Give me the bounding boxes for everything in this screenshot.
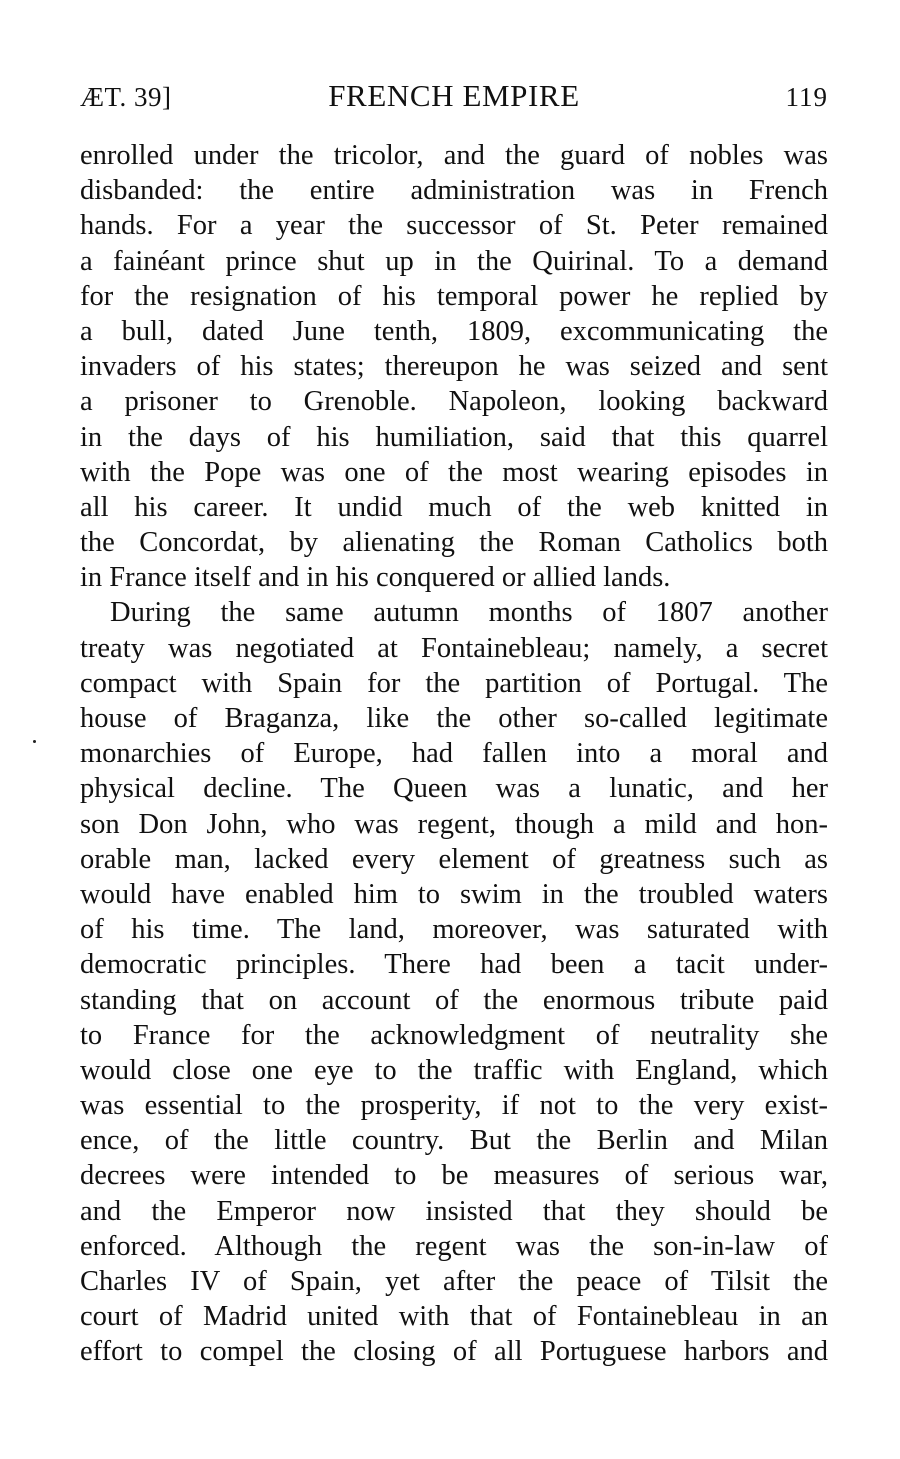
- text-line: house of Braganza, like the other so-called legitimate: [80, 703, 828, 734]
- text-line: son Don John, who was regent, though a mild and hon-: [80, 808, 828, 840]
- text-line: standing that on account of the enormous tribute paid: [80, 984, 828, 1016]
- text-line: in the days of his humiliation, said that this quarrel: [80, 421, 828, 453]
- running-head: [80, 78, 828, 118]
- text-line: was essential to the prosperity, if not to the very exist-: [80, 1090, 828, 1122]
- text-line: hands. For a year the successor of St. Peter remained: [80, 210, 828, 242]
- body-text: [80, 138, 828, 1370]
- text-line: orable man, lacked every element of greatness such as: [80, 843, 828, 875]
- text-line: monarchies of Europe, had fallen into a moral and: [80, 738, 828, 770]
- text-line: a bull, dated June tenth, 1809, excommunicating the: [80, 315, 828, 347]
- text-line: all his career. It undid much of the web knitted in: [80, 491, 828, 523]
- running-head-age: ÆT. 39]: [80, 82, 172, 112]
- text-line: Charles IV of Spain, yet after the peace of Tilsit the: [80, 1266, 828, 1297]
- text-line: effort to compel the closing of all Portuguese harbors and: [80, 1336, 828, 1368]
- text-line: enforced. Although the regent was the son-in-law of: [80, 1230, 828, 1262]
- text-line-paragraph-start: During the same autumn months of 1807 another: [110, 597, 828, 629]
- text-line: a prisoner to Grenoble. Napoleon, looking backward: [80, 386, 828, 418]
- text-line: a fainéant prince shut up in the Quirinal. To a demand: [80, 245, 828, 277]
- text-line: to France for the acknowledgment of neutrality she: [80, 1019, 828, 1051]
- text-line: and the Emperor now insisted that they should be: [80, 1195, 828, 1227]
- running-head-title: FRENCH EMPIRE: [328, 78, 580, 113]
- page-number: 119: [785, 82, 828, 112]
- text-line: the Concordat, by alienating the Roman Catholics both: [80, 527, 828, 559]
- text-line: of his time. The land, moreover, was saturated with: [80, 914, 828, 946]
- text-line: treaty was negotiated at Fontainebleau; namely, a secret: [80, 632, 828, 664]
- text-line: court of Madrid united with that of Fontainebleau in an: [80, 1301, 828, 1333]
- text-line: with the Pope was one of the most wearing episodes in: [80, 456, 828, 488]
- text-line: compact with Spain for the partition of Portugal. The: [80, 667, 828, 699]
- text-line: for the resignation of his temporal power he replied by: [80, 280, 828, 312]
- text-line: enrolled under the tricolor, and the guard of nobles was: [80, 140, 828, 171]
- text-line: decrees were intended to be measures of serious war,: [80, 1160, 828, 1192]
- text-line: ence, of the little country. But the Berlin and Milan: [80, 1125, 828, 1157]
- text-line: would close one eye to the traffic with England, which: [80, 1054, 828, 1086]
- text-line: disbanded: the entire administration was in French: [80, 175, 828, 207]
- text-line: democratic principles. There had been a tacit under-: [80, 949, 828, 981]
- text-line-paragraph-end: in France itself and in his conquered or allied lands.: [80, 562, 671, 594]
- stray-ink-dot: [33, 740, 36, 743]
- text-line: would have enabled him to swim in the troubled waters: [80, 878, 828, 910]
- text-line: physical decline. The Queen was a lunatic, and her: [80, 773, 828, 805]
- text-line: invaders of his states; thereupon he was seized and sent: [80, 351, 828, 383]
